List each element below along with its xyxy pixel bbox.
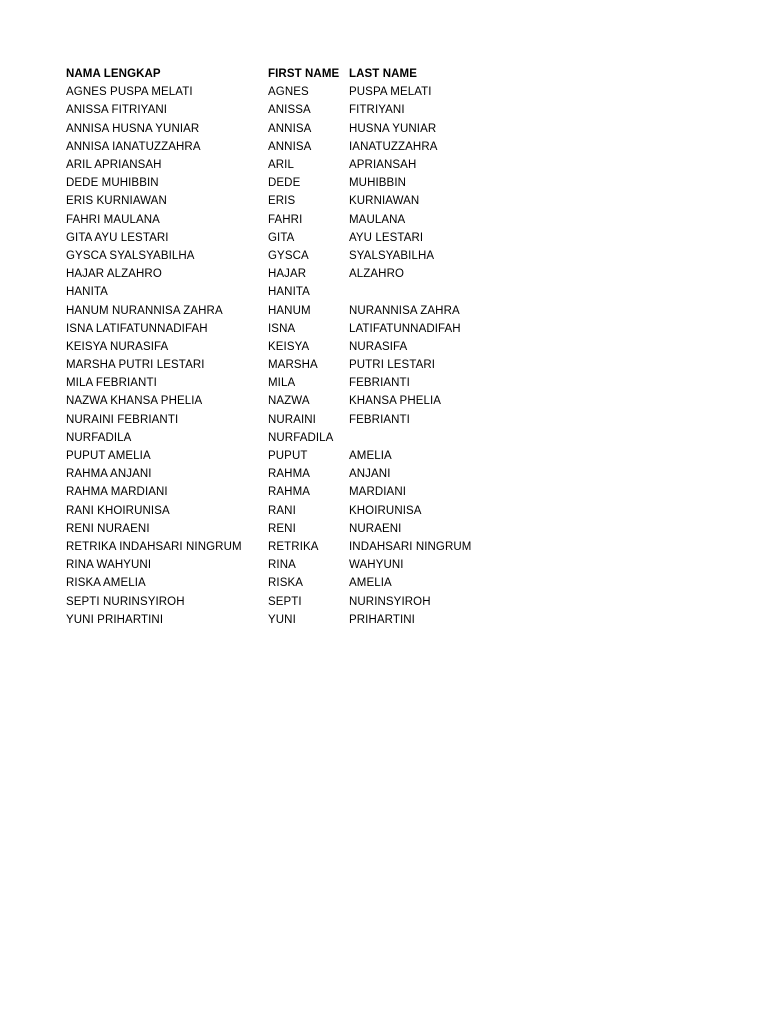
full-name-cell: NURAINI FEBRIANTI xyxy=(66,413,179,426)
first-name-cell: RENI xyxy=(268,522,296,535)
first-name-cell: NAZWA xyxy=(268,395,310,408)
table-row xyxy=(66,138,706,156)
last-name-cell: NURINSYIROH xyxy=(349,595,431,608)
first-name-cell: MARSHA xyxy=(268,359,318,372)
full-name-cell: RINA WAHYUNI xyxy=(66,559,152,572)
last-name-cell: NURAENI xyxy=(349,522,402,535)
last-name-cell: MAULANA xyxy=(349,213,406,226)
table-row xyxy=(66,283,706,301)
last-name-cell: PRIHARTINI xyxy=(349,613,415,626)
full-name-cell: RISKA AMELIA xyxy=(66,577,146,590)
last-name-cell: PUTRI LESTARI xyxy=(349,359,436,372)
last-name-cell: AMELIA xyxy=(349,450,392,463)
first-name-cell: ISNA xyxy=(268,322,296,335)
first-name-cell: RETRIKA xyxy=(268,540,319,553)
table-row xyxy=(66,83,706,101)
last-name-cell: FEBRIANTI xyxy=(349,377,410,390)
first-name-cell: RAHMA xyxy=(268,486,311,499)
table-row xyxy=(66,120,706,138)
table-row xyxy=(66,520,706,538)
first-name-cell: ANNISA xyxy=(268,140,312,153)
full-name-cell: ANNISA IANATUZZAHRA xyxy=(66,140,201,153)
first-name-cell: PUPUT xyxy=(268,450,308,463)
first-name-cell: YUNI xyxy=(268,613,296,626)
first-name-cell: HANUM xyxy=(268,304,311,317)
full-name-cell: ARIL APRIANSAH xyxy=(66,159,162,172)
full-name-cell: ANISSA FITRIYANI xyxy=(66,104,168,117)
table-row xyxy=(66,483,706,501)
last-name-cell: LATIFATUNNADIFAH xyxy=(349,322,461,335)
full-name-cell: DEDE MUHIBBIN xyxy=(66,177,159,190)
table-row xyxy=(66,320,706,338)
full-name-cell: ISNA LATIFATUNNADIFAH xyxy=(66,322,208,335)
last-name-cell: INDAHSARI NINGRUM xyxy=(349,540,472,553)
last-name-cell: ALZAHRO xyxy=(349,268,405,281)
full-name-cell: ERIS KURNIAWAN xyxy=(66,195,167,208)
full-name-cell: RAHMA MARDIANI xyxy=(66,486,168,499)
full-name-cell: PUPUT AMELIA xyxy=(66,450,151,463)
last-name-cell: HUSNA YUNIAR xyxy=(349,122,437,135)
table-row xyxy=(66,301,706,319)
last-name-cell: FITRIYANI xyxy=(349,104,405,117)
full-name-cell: RENI NURAENI xyxy=(66,522,150,535)
table-row xyxy=(66,392,706,410)
full-name-cell: RETRIKA INDAHSARI NINGRUM xyxy=(66,540,242,553)
first-name-cell: KEISYA xyxy=(268,340,310,353)
table-row xyxy=(66,211,706,229)
table-row xyxy=(66,156,706,174)
table-row xyxy=(66,338,706,356)
first-name-cell: ANISSA xyxy=(268,104,311,117)
first-name-cell: DEDE xyxy=(268,177,301,190)
full-name-cell: KEISYA NURASIFA xyxy=(66,340,169,353)
table-row xyxy=(66,374,706,392)
first-name-cell: NURFADILA xyxy=(268,431,334,444)
last-name-cell: ANJANI xyxy=(349,468,391,481)
table-row xyxy=(66,192,706,210)
full-name-cell: GYSCA SYALSYABILHA xyxy=(66,249,195,262)
full-name-cell: RANI KHOIRUNISA xyxy=(66,504,170,517)
table-header-row xyxy=(66,65,706,83)
table-row xyxy=(66,356,706,374)
first-name-cell: GITA xyxy=(268,231,295,244)
last-name-cell: AYU LESTARI xyxy=(349,231,424,244)
last-name-cell: MUHIBBIN xyxy=(349,177,407,190)
table-row xyxy=(66,592,706,610)
table-row xyxy=(66,429,706,447)
last-name-cell: KURNIAWAN xyxy=(349,195,420,208)
full-name-cell: AGNES PUSPA MELATI xyxy=(66,86,193,99)
last-name-cell: SYALSYABILHA xyxy=(349,249,435,262)
table-row xyxy=(66,101,706,119)
full-name-cell: MARSHA PUTRI LESTARI xyxy=(66,359,205,372)
table-row xyxy=(66,502,706,520)
last-name-cell: APRIANSAH xyxy=(349,159,417,172)
full-name-cell: GITA AYU LESTARI xyxy=(66,231,169,244)
table-row xyxy=(66,611,706,629)
first-name-cell: ARIL xyxy=(268,159,294,172)
table-row xyxy=(66,447,706,465)
last-name-cell: IANATUZZAHRA xyxy=(349,140,438,153)
first-name-cell: SEPTI xyxy=(268,595,302,608)
full-name-cell: ANNISA HUSNA YUNIAR xyxy=(66,122,200,135)
last-name-cell: PUSPA MELATI xyxy=(349,86,432,99)
full-name-cell: NURFADILA xyxy=(66,431,132,444)
first-name-cell: FAHRI xyxy=(268,213,303,226)
first-name-cell: MILA xyxy=(268,377,296,390)
first-name-cell: RAHMA xyxy=(268,468,311,481)
table-row xyxy=(66,465,706,483)
first-name-cell: NURAINI xyxy=(268,413,316,426)
table-row xyxy=(66,229,706,247)
full-name-cell: RAHMA ANJANI xyxy=(66,468,152,481)
first-name-cell: RANI xyxy=(268,504,296,517)
first-name-cell: ANNISA xyxy=(268,122,312,135)
table-row xyxy=(66,265,706,283)
last-name-cell: NURASIFA xyxy=(349,340,408,353)
last-name-cell: NURANNISA ZAHRA xyxy=(349,304,460,317)
full-name-cell: NAZWA KHANSA PHELIA xyxy=(66,395,203,408)
first-name-cell: HAJAR xyxy=(268,268,307,281)
table-row xyxy=(66,411,706,429)
table-body xyxy=(66,83,706,629)
last-name-cell: WAHYUNI xyxy=(349,559,404,572)
last-name-cell: AMELIA xyxy=(349,577,392,590)
full-name-cell: MILA FEBRIANTI xyxy=(66,377,157,390)
full-name-cell: HANUM NURANNISA ZAHRA xyxy=(66,304,223,317)
header-full-name: NAMA LENGKAP xyxy=(66,68,161,81)
full-name-cell: HANITA xyxy=(66,286,108,299)
first-name-cell: AGNES xyxy=(268,86,309,99)
full-name-cell: SEPTI NURINSYIROH xyxy=(66,595,185,608)
last-name-cell: KHANSA PHELIA xyxy=(349,395,442,408)
full-name-cell: HAJAR ALZAHRO xyxy=(66,268,162,281)
header-first-name: FIRST NAME xyxy=(268,68,340,81)
first-name-cell: RISKA xyxy=(268,577,304,590)
table-row xyxy=(66,247,706,265)
table-row xyxy=(66,574,706,592)
first-name-cell: GYSCA xyxy=(268,249,309,262)
first-name-cell: HANITA xyxy=(268,286,310,299)
first-name-cell: ERIS xyxy=(268,195,296,208)
header-last-name: LAST NAME xyxy=(349,68,417,81)
full-name-cell: FAHRI MAULANA xyxy=(66,213,160,226)
first-name-cell: RINA xyxy=(268,559,296,572)
full-name-cell: YUNI PRIHARTINI xyxy=(66,613,164,626)
last-name-cell: MARDIANI xyxy=(349,486,407,499)
table-row xyxy=(66,174,706,192)
last-name-cell: KHOIRUNISA xyxy=(349,504,422,517)
name-table xyxy=(66,65,706,629)
last-name-cell: FEBRIANTI xyxy=(349,413,410,426)
table-row xyxy=(66,556,706,574)
table-row xyxy=(66,538,706,556)
